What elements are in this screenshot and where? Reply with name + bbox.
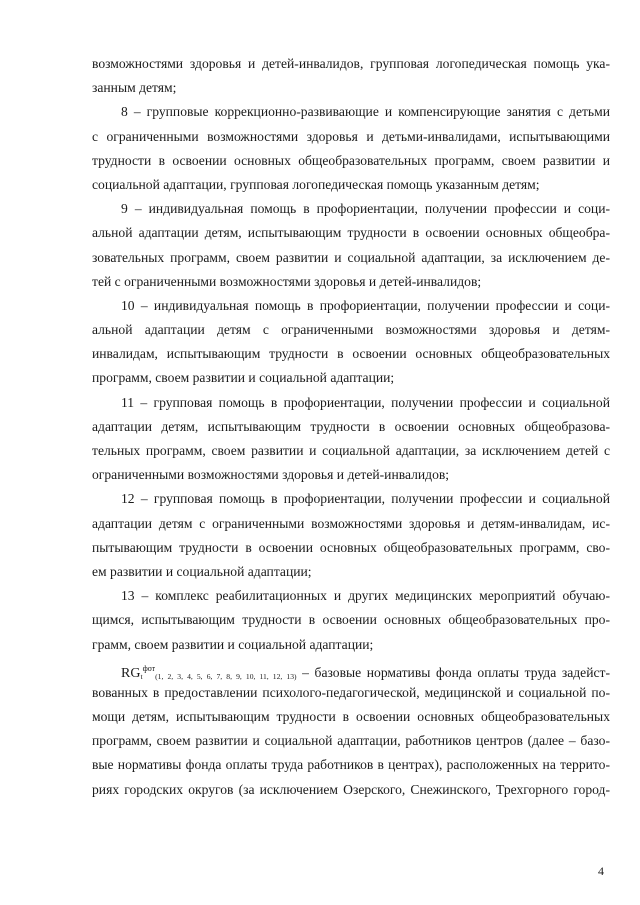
formula-superscript: фот: [142, 663, 156, 673]
text-line: социальной адаптации, групповая логопедическая помощь указанным детям;: [92, 176, 540, 192]
text-line: вые нормативы фонда оплаты труда работников в центрах), расположенных на террито-: [92, 757, 610, 773]
text-line: пытывающим трудности в освоении основных общеобразовательных программ, сво-: [92, 539, 610, 555]
paragraph-item-9: [92, 197, 610, 294]
text-line: альной адаптации детям, испытывающим трудности в освоении основных общеобра-: [92, 225, 610, 241]
text-line: 12 – групповая помощь в профориентации, получении профессии и социальной: [121, 491, 610, 507]
formula-symbol: RG: [121, 665, 141, 681]
paragraph-item-12: [92, 487, 610, 584]
text-line: программ, своем развитии и социальной адаптации;: [92, 370, 395, 386]
text-line: 10 – индивидуальная помощь в профориентации, получении профессии и соци-: [121, 297, 610, 313]
text-line: вованных в предоставлении психолого-педагогической, медицинской и социальной по-: [92, 684, 610, 700]
text-line: риях городских округов (за исключением Озерского, Снежинского, Трехгорного город-: [92, 781, 610, 797]
text-line: тельных программ, своем развитии и социальной адаптации, за исключением детей с: [92, 443, 610, 458]
paragraph-item-13: [92, 584, 610, 657]
text-line: ограниченными возможностями здоровья и детей-инвалидов;: [92, 467, 450, 483]
paragraph-item-11: [92, 391, 610, 488]
paragraph-rg-definition: [92, 657, 610, 802]
formula-subscript: t: [140, 671, 143, 681]
text-line: инвалидам, испытывающим трудности в освоении основных общеобразовательных: [92, 346, 610, 362]
text-line: возможностями здоровья и детей-инвалидов, групповая логопедическая помощь ука-: [92, 56, 610, 71]
text-line: занным детям;: [92, 80, 177, 96]
text-line: 13 – комплекс реабилитационных и других медицинских мероприятий обучаю-: [121, 588, 610, 604]
text-line: грамм, своем развитии и социальной адаптации;: [92, 636, 374, 652]
formula-line: [92, 657, 610, 681]
text-line: 9 – индивидуальная помощь в профориентации, получении профессии и соци-: [121, 201, 610, 217]
page-number: 4: [598, 864, 604, 878]
text-line: адаптации детям с ограниченными возможностями здоровья и детям-инвалидам, ис-: [92, 515, 610, 531]
text-line: щимся, испытывающим трудности в освоении основных общеобразовательных про-: [92, 612, 610, 628]
text-line: ем развитии и социальной адаптации;: [92, 563, 312, 579]
text-line: с ограниченными возможностями здоровья и детьми-инвалидами, испытывающими: [92, 128, 610, 144]
text-line: 11 – групповая помощь в профориентации, получении профессии и социальной: [121, 394, 610, 410]
paragraph-item-10: [92, 294, 610, 391]
text-line: 8 – групповые коррекционно-развивающие и компенсирующие занятия с детьми: [121, 104, 610, 120]
paragraph-item-8: [92, 100, 610, 197]
text-line: мощи детям, испытывающим трудности в освоении основных общеобразовательных: [92, 709, 610, 725]
text-line: трудности в освоении основных общеобразовательных программ, своем развитии и: [92, 152, 610, 168]
document-body: [92, 52, 610, 802]
text-line: программ, своем развитии и социальной адаптации, работников центров (далее – базо-: [92, 733, 610, 749]
text-line: тей с ограниченными возможностями здоровья и детей-инвалидов;: [92, 273, 482, 289]
text-line: альной адаптации детям с ограниченными возможностями здоровья и детям-: [92, 322, 610, 338]
text-line: адаптации детям, испытывающим трудности в освоении основных общеобразова-: [92, 418, 610, 434]
text-line: зовательных программ, своем развитии и социальной адаптации, за исключением де-: [92, 249, 610, 265]
formula-indices: (1, 2, 3, 4, 5, 6, 7, 8, 9, 10, 11, 12, 13): [155, 671, 297, 681]
paragraph-continuation: [92, 52, 610, 100]
text-fragment: – базовые нормативы фонда оплаты труда задейст-: [296, 664, 610, 680]
